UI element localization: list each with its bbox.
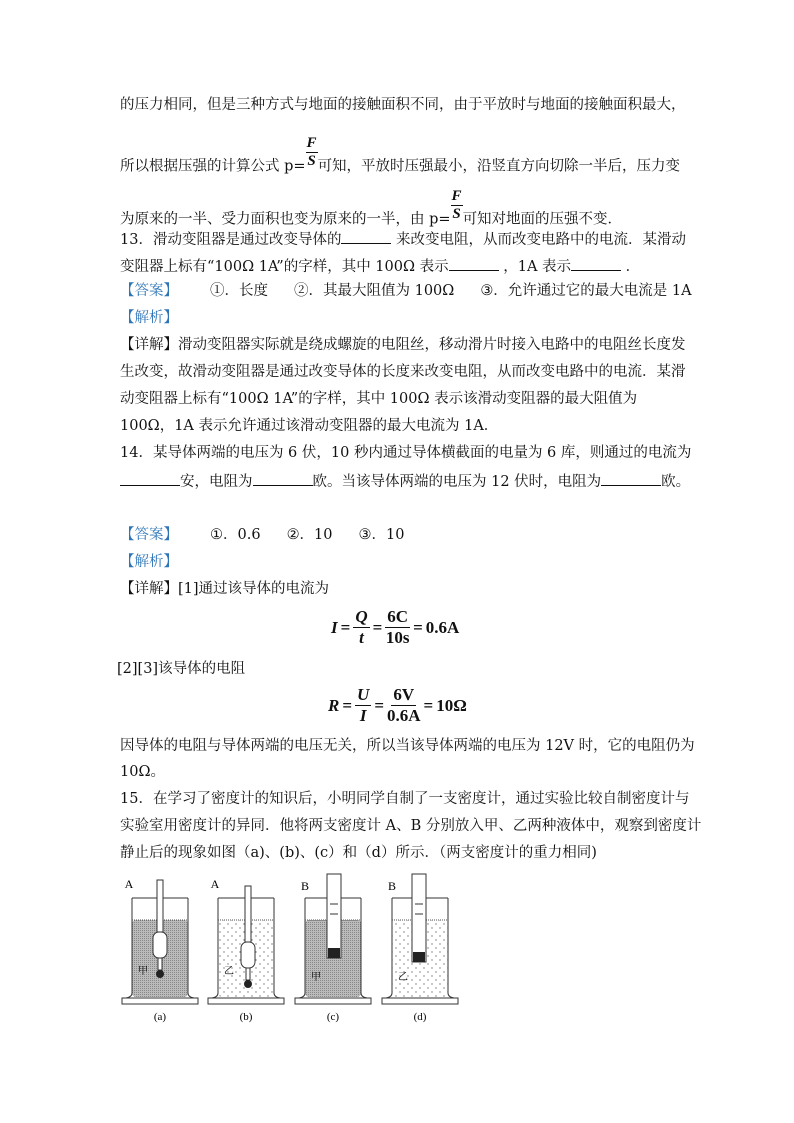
text-line: 因导体的电阻与导体两端的电压无关，所以当该导体两端的电压为 12V 时，它的电阻仍为 [120,738,695,754]
answer-line [120,282,692,300]
text-line: 静止后的现象如图（a)、(b)、(c）和（d）所示．（两支密度计的重力相同) [120,845,597,861]
answer-blank [449,256,499,271]
hydrometer-stem [245,886,251,942]
tube-sand [413,952,425,962]
hydrometer-figure [110,870,470,1030]
question-14: 14．某导体两端的电压为 6 伏，10 秒内通过导体横截面的电量为 6 库，则通过的电流为 [120,445,692,461]
liquid-label: 乙 [398,972,408,983]
text: ． [621,259,641,275]
text: 变阻器上标有“100Ω 1A”的字样，其中 100Ω 表示 [120,259,449,275]
answer-blank [571,256,621,271]
analysis-label: 【解析】 [120,310,178,326]
fraction-f-over-s [451,188,463,223]
answer-blank [253,471,313,486]
equation-resistance: R = $\frac{U}{I}$ = $\frac{6V}{0.6A}$ = 10Ω [328,685,467,725]
text: 为原来的一半、受力面积也变为原来的一半，由 p= [120,211,451,228]
equation-current: I = $\frac{Q}{t}$ = $\frac{6C}{10s}$ = 0.6A [331,607,460,647]
text-line: 生改变，故滑动变阻器是通过改变导体的长度来改变电阻，从而改变电路中的电流．某滑 [120,364,686,380]
answer-item: ③．允许通过它的最大电流是 1A [480,283,692,299]
text-line: [2][3]该导体的电阻 [117,661,246,677]
beaker-base [382,998,458,1004]
meter-label: B [300,879,310,893]
text-line: 的压力相同，但是三种方式与地面的接触面积不同，由于平放时与地面的接触面积最大， [120,97,686,113]
hydrometer-bulb [241,942,255,968]
text-line [120,135,681,184]
eq-term: 10Ω [436,695,467,715]
answer-item: ②．其最大阻值为 100Ω [294,283,455,299]
eq-term: R [328,695,340,715]
meter-label: A [210,877,220,891]
answer-blank [341,229,391,244]
text-line: 10Ω。 [120,764,165,780]
liquid-label: 乙 [224,966,234,977]
beaker-base [122,998,198,1004]
answer-item: ②．10 [286,527,333,543]
answer-blank [120,471,180,486]
denominator: S [307,153,316,169]
answer-item: ①．0.6 [210,527,261,543]
eq-term: 0.6A [425,617,460,637]
hydrometer-bulb [153,932,167,958]
text-line: 动变阻器上标有“100Ω 1A”的字样，其中 100Ω 表示该滑动变阻器的最大阻值为 [120,391,638,407]
text-line: 【详解】[1]通过该导体的电流为 [120,581,330,597]
answer-item: ①．长度 [210,283,268,299]
hydrometer-neck [158,958,162,970]
eq-term: t [359,628,364,647]
text: 来改变电阻，从而改变电路中的电流．某滑动 [391,232,687,248]
text: 13．滑动变阻器是通过改变导体的 [120,232,342,248]
numerator: F [306,135,317,151]
eq-term: 10s [385,628,410,647]
figure-caption: (d) [413,1011,427,1023]
text: 安，电阻为 [180,474,253,490]
eq-term: 6V [393,685,415,704]
answer-item: ③．10 [358,527,405,543]
figure-caption: (a) [153,1011,167,1023]
question-15: 15．在学习了密度计的知识后，小明同学自制了一支密度计，通过实验比较自制密度计与 [120,791,690,807]
test-tube [412,874,426,962]
text-line: 【详解】滑动变阻器实际就是绕成螺旋的电阻丝，移动滑片时接入电路中的电阻丝长度发 [120,337,686,353]
hydrometer-stem [157,880,163,932]
eq-term: 0.6A [387,706,421,725]
beaker-base [295,998,371,1004]
hydrometer-weight [244,980,252,988]
answer-label: 【答案】 [120,283,178,299]
test-tube [327,874,341,958]
text-line [120,471,690,491]
numerator: F [451,188,462,204]
question-13 [120,229,686,249]
eq-term: I [331,617,338,637]
answer-label: 【答案】 [120,527,178,543]
beaker-base [208,998,284,1004]
eq-term: U [357,685,370,704]
text: ，1A 表示 [498,259,572,275]
tube-sand [328,948,340,958]
text: 欧。当该导体两端的电压为 12 伏时，电阻为 [312,474,602,490]
eq-term: I [359,706,367,725]
text: 所以根据压强的计算公式 p= [120,158,306,175]
text: 可知，平放时压强最小，沿竖直方向切除一半后，压力变 [317,158,681,175]
text-line: 实验室用密度计的异同．他将两支密度计 A、B 分别放入甲、乙两种液体中，观察到密度计 [120,818,702,834]
hydrometer-neck [246,968,250,980]
figure-caption: (b) [239,1011,253,1023]
text: 欧。 [661,474,691,490]
answer-line [120,526,404,544]
liquid-label: 甲 [138,966,148,977]
meter-label: B [387,879,397,893]
denominator: S [452,206,461,222]
hydrometer-weight [156,970,164,978]
eq-term: Q [355,607,368,626]
answer-blank [601,471,661,486]
fraction-f-over-s [306,135,318,170]
text: 可知对地面的压强不变． [462,211,623,228]
text-line: 100Ω，1A 表示允许通过该滑动变阻器的最大电流为 1A． [120,418,499,434]
liquid-label: 甲 [311,972,321,983]
eq-term: 6C [387,607,409,626]
meter-label: A [124,877,134,891]
text-line [120,256,640,276]
figure-caption: (c) [326,1011,340,1023]
analysis-label: 【解析】 [120,554,178,570]
